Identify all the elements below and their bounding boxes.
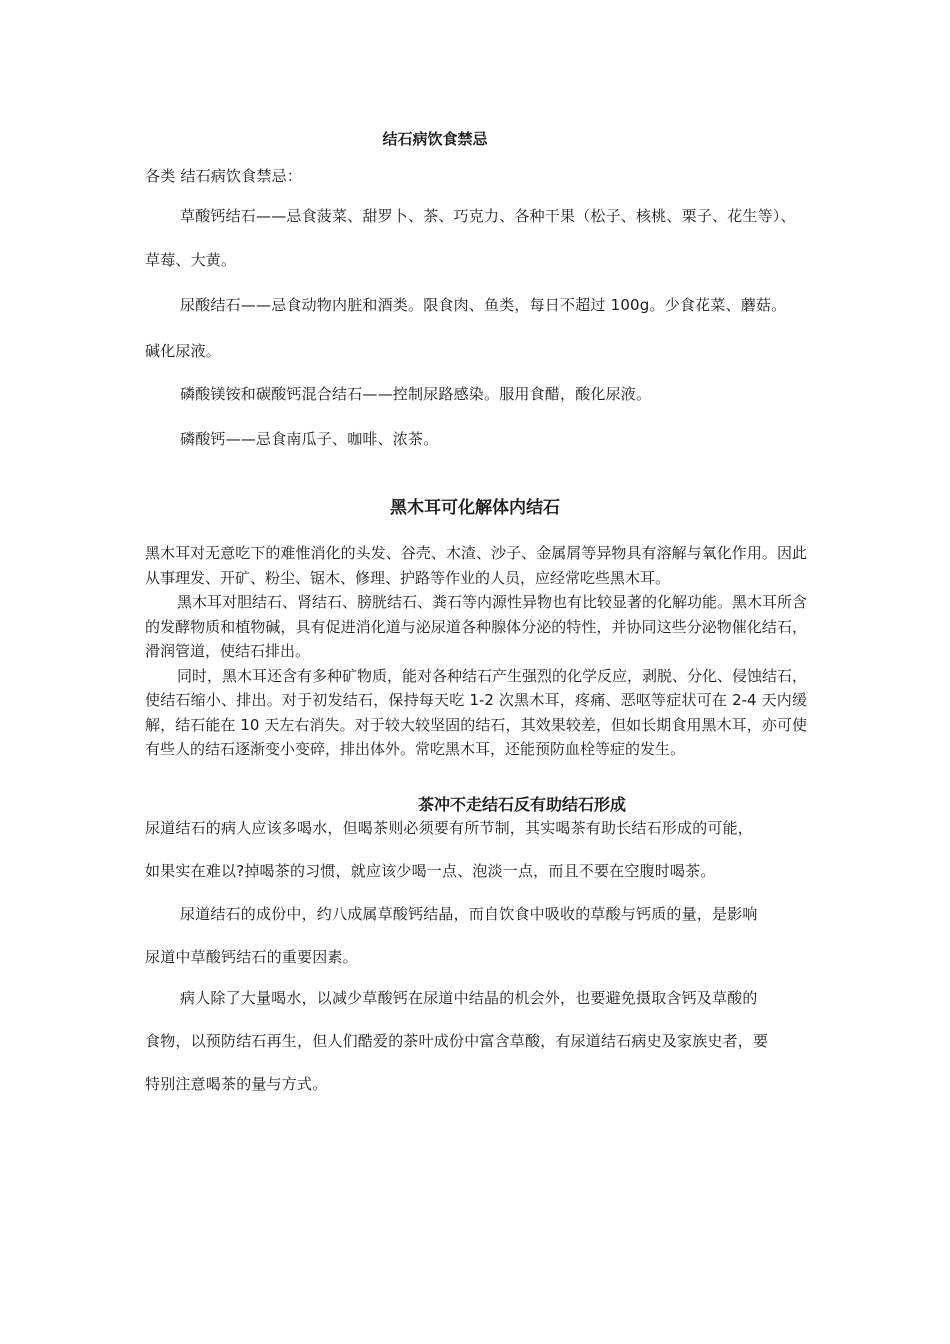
text-line: 尿酸结石——忌食动物内脏和酒类。限食肉、鱼类，每日不超过 100g。少食花菜、蘑菇。 bbox=[180, 296, 787, 314]
text-line: 尿道结石的病人应该多喝水，但喝茶则必须要有所节制，其实喝茶有助长结石形成的可能， bbox=[145, 819, 754, 837]
text-line: 各类 结石病饮食禁忌： bbox=[145, 167, 302, 185]
section-title-black-fungus: 黑木耳可化解体内结石 bbox=[390, 498, 560, 518]
text-line: 食物，以预防结石再生，但人们酷爱的茶叶成份中富含草酸，有尿道结石病史及家族史者，要 bbox=[145, 1032, 769, 1050]
text-line: 病人除了大量喝水，以减少草酸钙在尿道中结晶的机会外，也要避免摄取含钙及草酸的 bbox=[180, 989, 758, 1007]
paragraph: 同时，黑木耳还含有多种矿物质，能对各种结石产生强烈的化学反应，剥脱、分化、侵蚀结石，使结石缩小、排出。对于初发结石，保持每天吃 1-2 次黑木耳，疼痛、恶呕等症状可在 2-4 天内缓解，结石能在 10 天左右消失。对于较大较坚固的结石，其效果较差，但如长期食用黑木耳，亦可使有些人的结石逐渐变小变碎，排出体外。常吃黑木耳，还能预防血栓等症的发生。 bbox=[145, 666, 808, 758]
paragraph-block bbox=[145, 541, 807, 762]
text-line: 尿道中草酸钙结石的重要因素。 bbox=[145, 948, 358, 966]
text-line: 磷酸镁铵和碳酸钙混合结石——控制尿路感染。服用食醋，酸化尿液。 bbox=[180, 385, 652, 403]
text-line: 特别注意喝茶的量与方式。 bbox=[145, 1075, 328, 1093]
text-line: 草莓、大黄。 bbox=[145, 251, 237, 269]
section-title-diet-taboos: 结石病饮食禁忌 bbox=[382, 130, 488, 148]
paragraph: 黑木耳对胆结石、肾结石、膀胱结石、粪石等内源性异物也有比较显著的化解功能。黑木耳所含的发酵物质和植物碱，具有促进消化道与泌尿道各种腺体分泌的特性，并协同这些分泌物催化结石，滑润管道，使结石排出。 bbox=[145, 593, 808, 660]
text-line: 碱化尿液。 bbox=[145, 342, 222, 360]
text-line: 草酸钙结石——忌食菠菜、甜罗卜、茶、巧克力、各种干果（松子、核桃、栗子、花生等）、 bbox=[180, 207, 796, 225]
text-line: 如果实在难以?掉喝茶的习惯，就应该少喝一点、泡淡一点，而且不要在空腹时喝茶。 bbox=[145, 862, 716, 880]
text-line: 磷酸钙——忌食南瓜子、咖啡、浓茶。 bbox=[180, 430, 439, 448]
section-title-tea-stones: 茶冲不走结石反有助结石形成 bbox=[417, 795, 626, 814]
text-line: 尿道结石的成份中，约八成属草酸钙结晶，而自饮食中吸收的草酸与钙质的量，是影响 bbox=[180, 905, 758, 923]
paragraph: 黑木耳对无意吃下的难惟消化的头发、谷壳、木渣、沙子、金属屑等异物具有溶解与氧化作用。因此从事理发、开矿、粉尘、锯木、修理、护路等作业的人员，应经常吃些黑木耳。 bbox=[145, 544, 807, 587]
